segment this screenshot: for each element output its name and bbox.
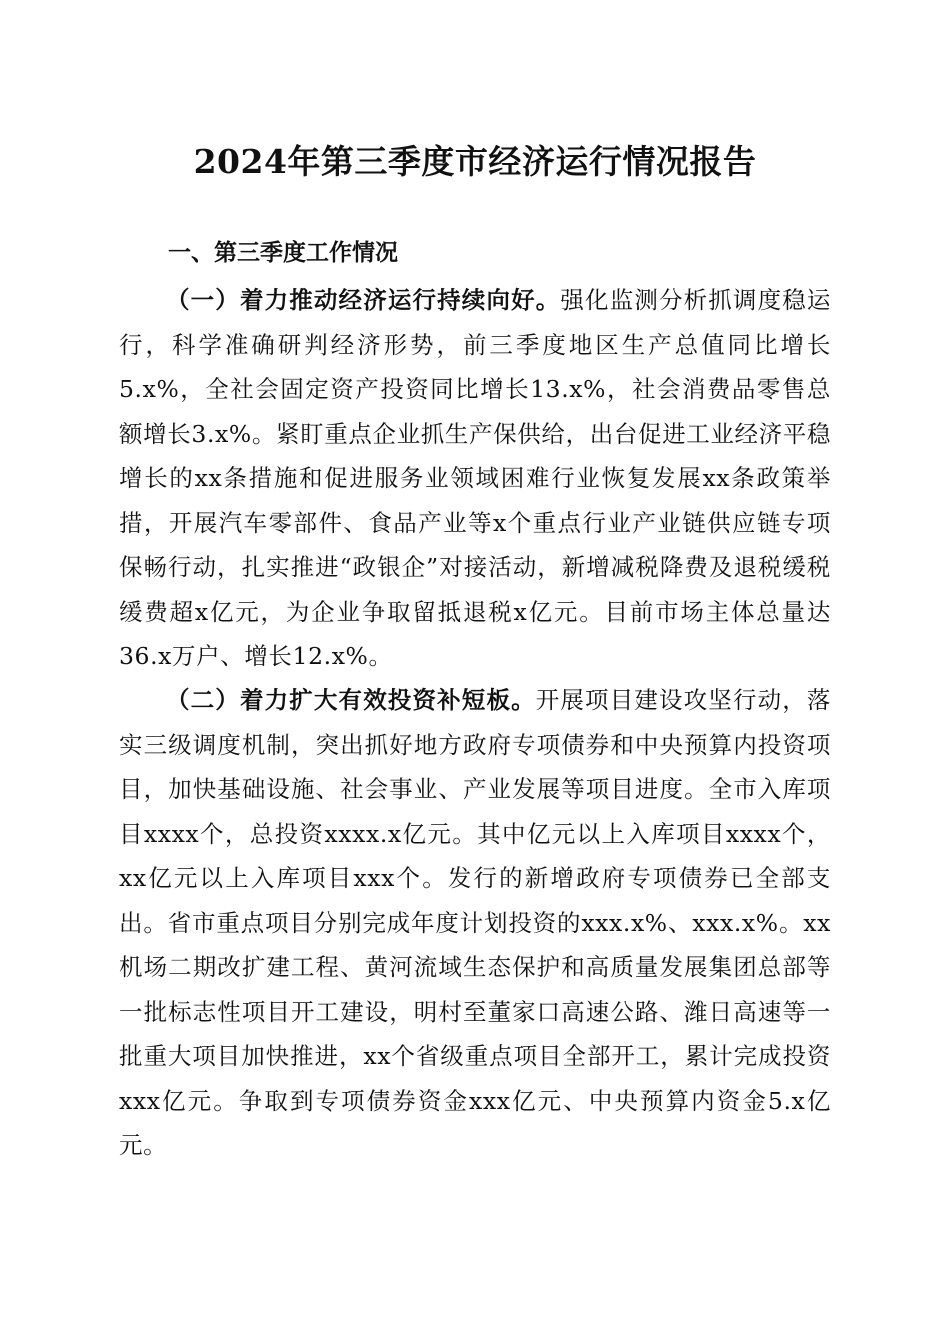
paragraph-1-lead: （一）着力推动经济运行持续向好。 — [166, 286, 561, 314]
paragraph-1-body: 强化监测分析抓调度稳运行，科学准确研判经济形势，前三季度地区生产总值同比增长5.x%，全社会固定资产投资同比增长13.x%，社会消费品零售总额增长3.x%。紧盯重点企业抓生产保供给，出台促进工业经济平稳增长的xx条措施和促进服务业领域困难行业恢复发展xx条政策举措，开展汽车零部件、食品产业等x个重点行业产业链供应链专项保畅行动，扎实推进“政银企”对接活动，新增减税降费及退税缓税缓费超x亿元，为企业争取留抵退税x亿元。目前市场主体总量达36.x万户、增长12.x%。 — [119, 286, 831, 670]
paragraph-2-lead: （二）着力扩大有效投资补短板。 — [166, 686, 536, 714]
section-heading: 一、第三季度工作情况 — [168, 240, 398, 266]
paragraph-2 — [119, 678, 831, 1168]
paragraph-2-body: 开展项目建设攻坚行动，落实三级调度机制，突出抓好地方政府专项债券和中央预算内投资项目，加快基础设施、社会事业、产业发展等项目进度。全市入库项目xxxx个，总投资xxxx.x亿元。其中亿元以上入库项目xxxx个，xx亿元以上入库项目xxx个。发行的新增政府专项债券已全部支出。省市重点项目分别完成年度计划投资的xxx.x%、xxx.x%。xx机场二期改扩建工程、黄河流域生态保护和高质量发展集团总部等一批标志性项目开工建设，明村至董家口高速公路、潍日高速等一批重大项目加快推进，xx个省级重点项目全部开工，累计完成投资xxx亿元。争取到专项债券资金xxx亿元、中央预算内资金5.x亿元。 — [119, 686, 831, 1159]
document-title: 2024年第三季度市经济运行情况报告 — [193, 142, 757, 181]
paragraph-1 — [119, 278, 831, 679]
